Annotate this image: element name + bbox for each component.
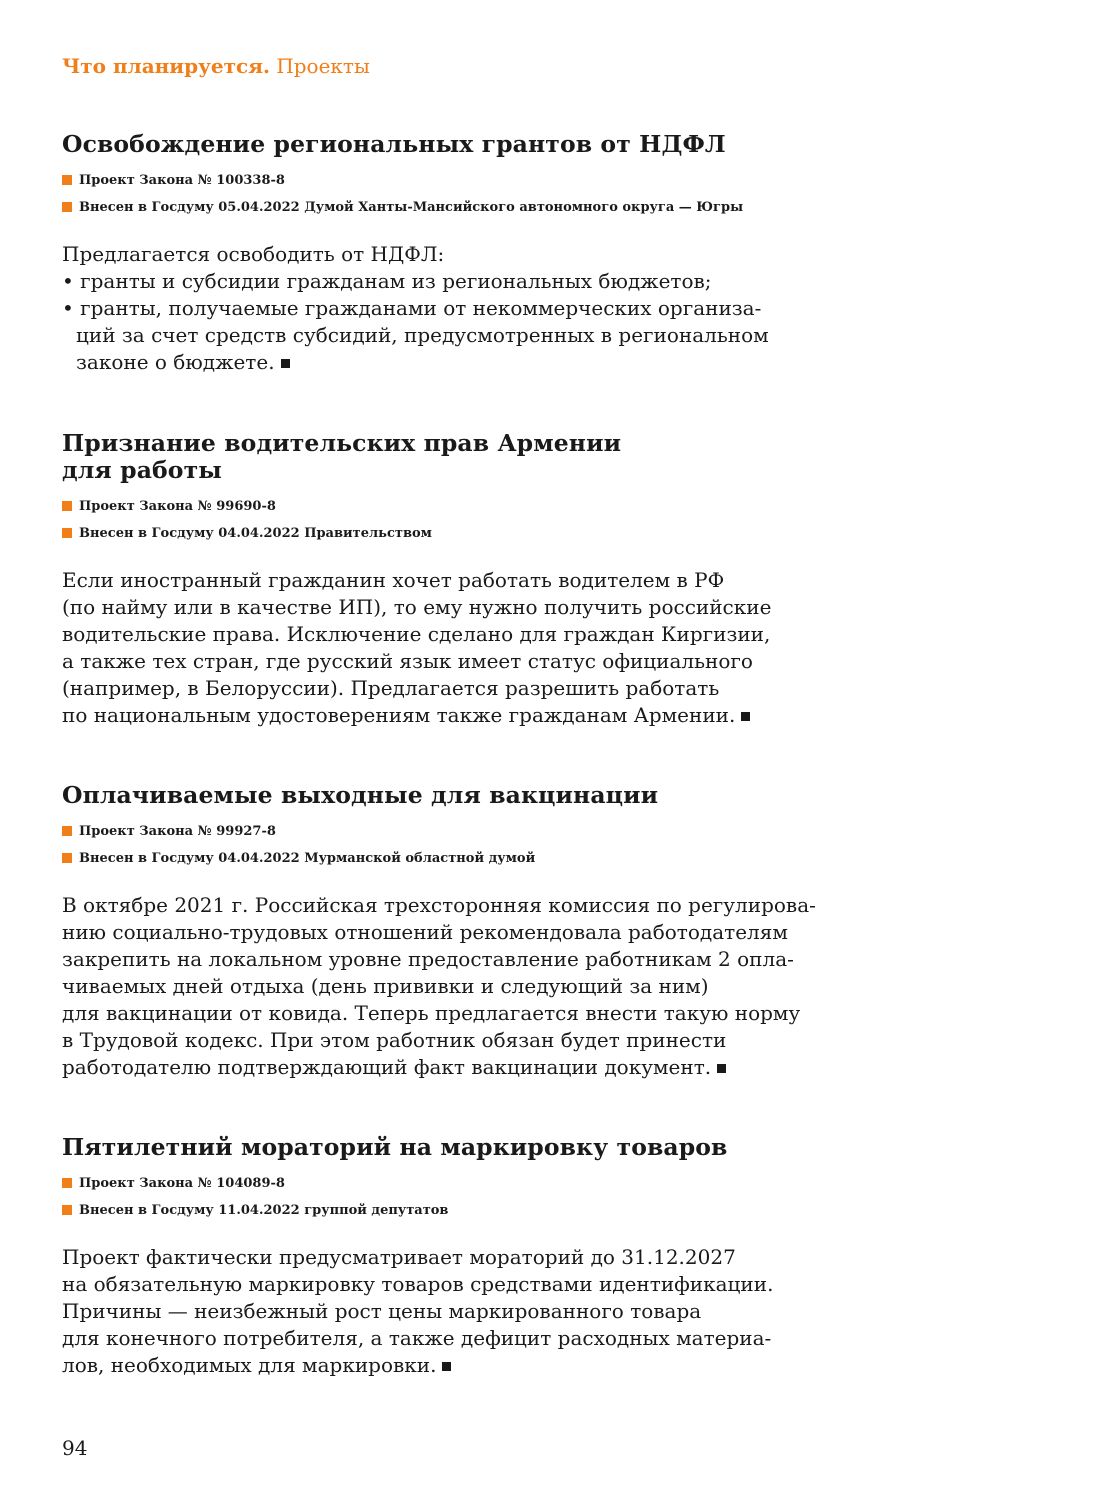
- entry-title: [62, 782, 782, 809]
- running-head-section: Что планируется.: [62, 54, 270, 78]
- body-line: а также тех стран, где русский язык имеет статус официального: [62, 649, 753, 673]
- body-line: (например, в Белоруссии). Предлагается разрешить работать: [62, 676, 720, 700]
- entry-meta: [62, 1170, 782, 1224]
- body-line: Предлагается освободить от НДФЛ:: [62, 242, 445, 266]
- bill-number: [62, 167, 782, 194]
- submission-info-text: Внесен в Госдуму 11.04.2022 группой депутатов: [79, 1203, 449, 1218]
- body-line: для конечного потребителя, а также дефицит расходных материа-: [62, 1326, 772, 1350]
- submission-info: [62, 520, 782, 547]
- body-line: Если иностранный гражданин хочет работать водителем в РФ: [62, 568, 725, 592]
- body-line-text: по национальным удостоверениям также гражданам Армении.: [62, 703, 736, 727]
- orange-square-bullet-icon: [62, 528, 72, 538]
- orange-square-bullet-icon: [62, 175, 72, 185]
- entry-title-line: Оплачиваемые выходные для вакцинации: [62, 781, 659, 809]
- orange-square-bullet-icon: [62, 826, 72, 836]
- body-line-text: законе о бюджете.: [76, 350, 275, 374]
- entry-meta: [62, 493, 782, 547]
- entry-body: [62, 241, 782, 376]
- bill-number: [62, 1170, 782, 1197]
- end-of-article-icon: [741, 712, 750, 721]
- submission-info: [62, 194, 782, 221]
- entry-meta: [62, 167, 782, 221]
- body-line: в Трудовой кодекс. При этом работник обязан будет принести: [62, 1028, 727, 1052]
- body-line: на обязательную маркировку товаров средствами идентификации.: [62, 1272, 774, 1296]
- entry-title-line: Признание водительских прав Армении: [62, 429, 622, 457]
- running-head-chapter: Проекты: [276, 54, 370, 78]
- end-of-article-icon: [281, 359, 290, 368]
- bill-entry-labeling-moratorium: [62, 1134, 782, 1379]
- submission-info-text: Внесен в Госдуму 04.04.2022 Правительством: [79, 526, 432, 541]
- body-line-last: [62, 1352, 782, 1379]
- end-of-article-icon: [717, 1064, 726, 1073]
- body-line: (по найму или в качестве ИП), то ему нужно получить российские: [62, 595, 772, 619]
- bill-entry-ndfl-grants: [62, 131, 782, 376]
- body-line-text: лов, необходимых для маркировки.: [62, 1353, 437, 1377]
- bill-number: [62, 818, 782, 845]
- orange-square-bullet-icon: [62, 1205, 72, 1215]
- page-number: 94: [62, 1436, 88, 1460]
- entry-title-line: Освобождение региональных грантов от НДФЛ: [62, 130, 726, 158]
- orange-square-bullet-icon: [62, 501, 72, 511]
- body-line: закрепить на локальном уровне предоставление работникам 2 опла-: [62, 947, 794, 971]
- body-line: нию социально-трудовых отношений рекомендовала работодателям: [62, 920, 788, 944]
- entry-title-line: Пятилетний мораторий на маркировку товаров: [62, 1133, 728, 1161]
- bill-number-text: Проект Закона № 99927-8: [79, 824, 276, 839]
- body-line: Причины — неизбежный рост цены маркированного товара: [62, 1299, 702, 1323]
- bill-entry-vaccination-days: [62, 781, 816, 1081]
- body-line: В октябре 2021 г. Российская трехсторонняя комиссия по регулирова-: [62, 893, 816, 917]
- body-line: водительские права. Исключение сделано для граждан Киргизии,: [62, 622, 771, 646]
- body-line-last: [62, 349, 782, 376]
- running-head: [62, 54, 370, 78]
- body-line: чиваемых дней отдыха (день прививки и следующий за ним): [62, 974, 709, 998]
- entry-title: [62, 430, 782, 484]
- body-line: Проект фактически предусматривает мораторий до 31.12.2027: [62, 1245, 736, 1269]
- body-line-text: работодателю подтверждающий факт вакцинации документ.: [62, 1055, 712, 1079]
- bill-entry-armenia-licenses: [62, 430, 782, 729]
- bill-number-text: Проект Закона № 100338-8: [79, 173, 285, 188]
- submission-info-text: Внесен в Госдуму 04.04.2022 Мурманской областной думой: [79, 851, 536, 866]
- body-line-last: [62, 702, 782, 729]
- body-line: • гранты, получаемые гражданами от некоммерческих организа-: [62, 296, 762, 320]
- entry-body: [62, 567, 782, 729]
- bill-number-text: Проект Закона № 104089-8: [79, 1176, 285, 1191]
- body-line: для вакцинации от ковида. Теперь предлагается внести такую норму: [62, 1001, 801, 1025]
- body-line: • гранты и субсидии гражданам из региональных бюджетов;: [62, 269, 712, 293]
- entry-title: [62, 131, 782, 158]
- body-line: ций за счет средств субсидий, предусмотренных в региональном: [76, 323, 769, 347]
- entry-body: [62, 1244, 782, 1379]
- bill-number-text: Проект Закона № 99690-8: [79, 499, 276, 514]
- submission-info-text: Внесен в Госдуму 05.04.2022 Думой Ханты-Мансийского автономного округа — Югры: [79, 200, 744, 215]
- entry-meta: [62, 818, 782, 872]
- bill-number: [62, 493, 782, 520]
- orange-square-bullet-icon: [62, 1178, 72, 1188]
- body-line-last: [62, 1054, 782, 1081]
- entry-title: [62, 1134, 782, 1161]
- end-of-article-icon: [442, 1362, 451, 1371]
- entry-body: [62, 892, 816, 1081]
- orange-square-bullet-icon: [62, 202, 72, 212]
- orange-square-bullet-icon: [62, 853, 72, 863]
- submission-info: [62, 845, 782, 872]
- submission-info: [62, 1197, 782, 1224]
- entry-title-line: для работы: [62, 456, 222, 484]
